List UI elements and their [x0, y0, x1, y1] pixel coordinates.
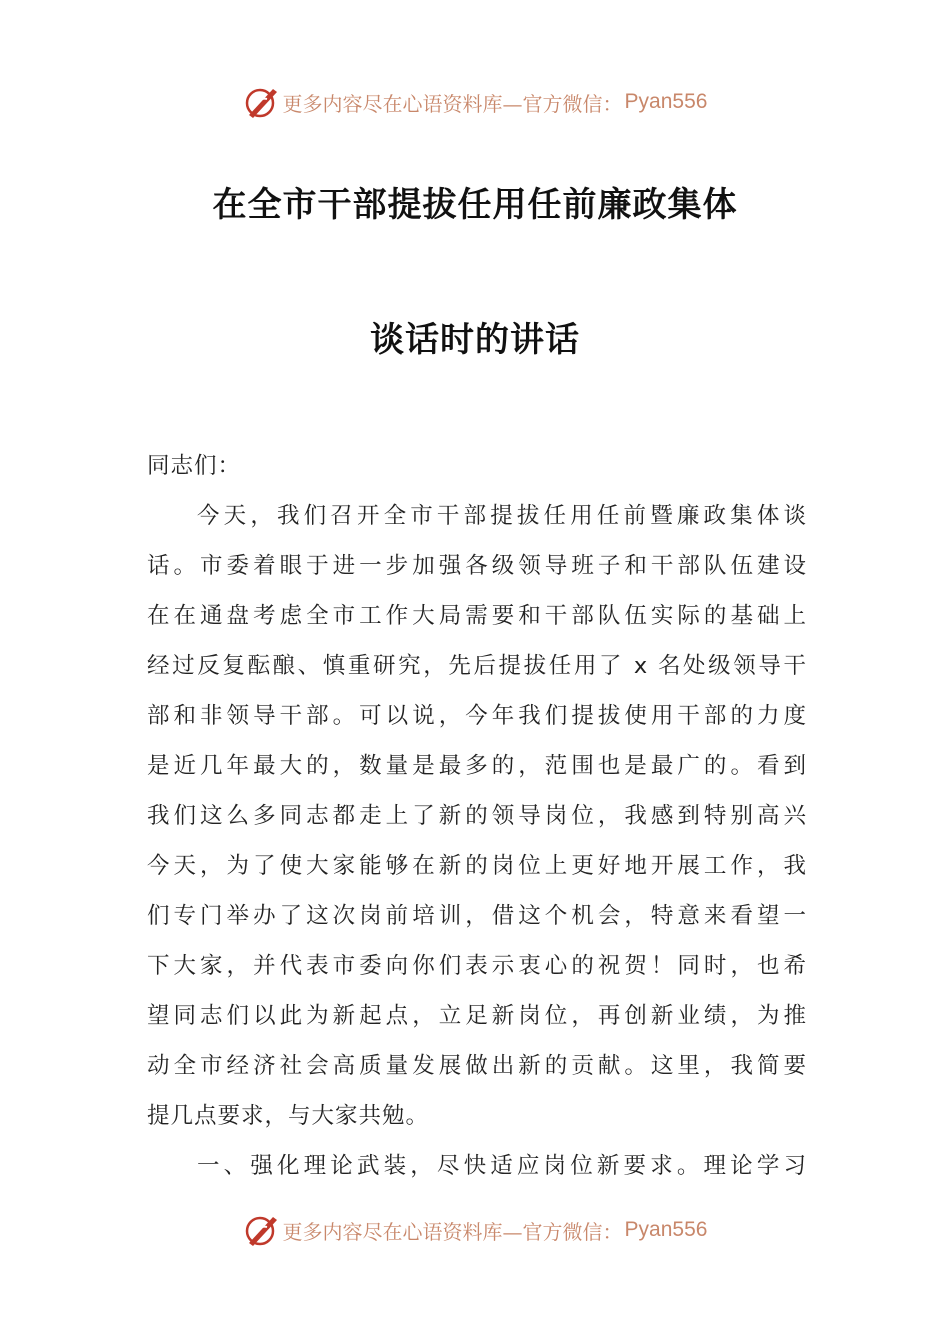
- paragraph-line: 今天，为了使大家能够在新的岗位上更好地开展工作，我: [147, 853, 807, 879]
- paragraph-line: 在在通盘考虑全市工作大局需要和干部队伍实际的基础上: [147, 603, 807, 629]
- page-title-line-1: 在全市干部提拔任用任前廉政集体: [212, 185, 738, 225]
- watermark-banner-bottom: [0, 1210, 950, 1250]
- paragraph-line: 望同志们以此为新起点，立足新岗位，再创新业绩，为推: [147, 1003, 807, 1029]
- paragraph-line: 我们这么多同志都走上了新的领导岗位，我感到特别高兴: [147, 803, 807, 829]
- paragraph-line: 动全市经济社会高质量发展做出新的贡献。这里，我简要: [147, 1053, 807, 1079]
- paragraph-line: 今天，我们召开全市干部提拔任用任前暨廉政集体谈: [197, 503, 807, 529]
- watermark-id: Pyan556: [624, 90, 708, 113]
- watermark-text: 更多内容尽在心语资料库—官方微信：: [282, 1219, 623, 1244]
- page-title-line-2: 谈话时的讲话: [370, 320, 580, 360]
- watermark-banner-top: [0, 82, 950, 122]
- watermark-text: 更多内容尽在心语资料库—官方微信：: [282, 91, 623, 116]
- salutation: 同志们：: [147, 453, 242, 479]
- pen-logo-icon: [243, 83, 281, 121]
- paragraph-line: 部和非领导干部。可以说，今年我们提拔使用干部的力度: [147, 703, 807, 729]
- watermark-id: Pyan556: [624, 1218, 708, 1241]
- paragraph-line: 提几点要求，与大家共勉。: [147, 1103, 430, 1129]
- section-heading-line: 一、强化理论武装，尽快适应岗位新要求。理论学习: [197, 1153, 807, 1179]
- paragraph-line: 下大家，并代表市委向你们表示衷心的祝贺！同时，也希: [147, 953, 807, 979]
- paragraph-line: 是近几年最大的，数量是最多的，范围也是最广的。看到: [147, 753, 807, 779]
- paragraph-line: 经过反复酝酿、慎重研究，先后提拔任用了 x 名处级领导干: [147, 653, 807, 679]
- paragraph-line: 话。市委着眼于进一步加强各级领导班子和干部队伍建设: [147, 553, 807, 579]
- speech-body: [147, 441, 807, 1191]
- paragraph-line: 们专门举办了这次岗前培训，借这个机会，特意来看望一: [147, 903, 807, 929]
- pen-logo-icon: [243, 1211, 281, 1249]
